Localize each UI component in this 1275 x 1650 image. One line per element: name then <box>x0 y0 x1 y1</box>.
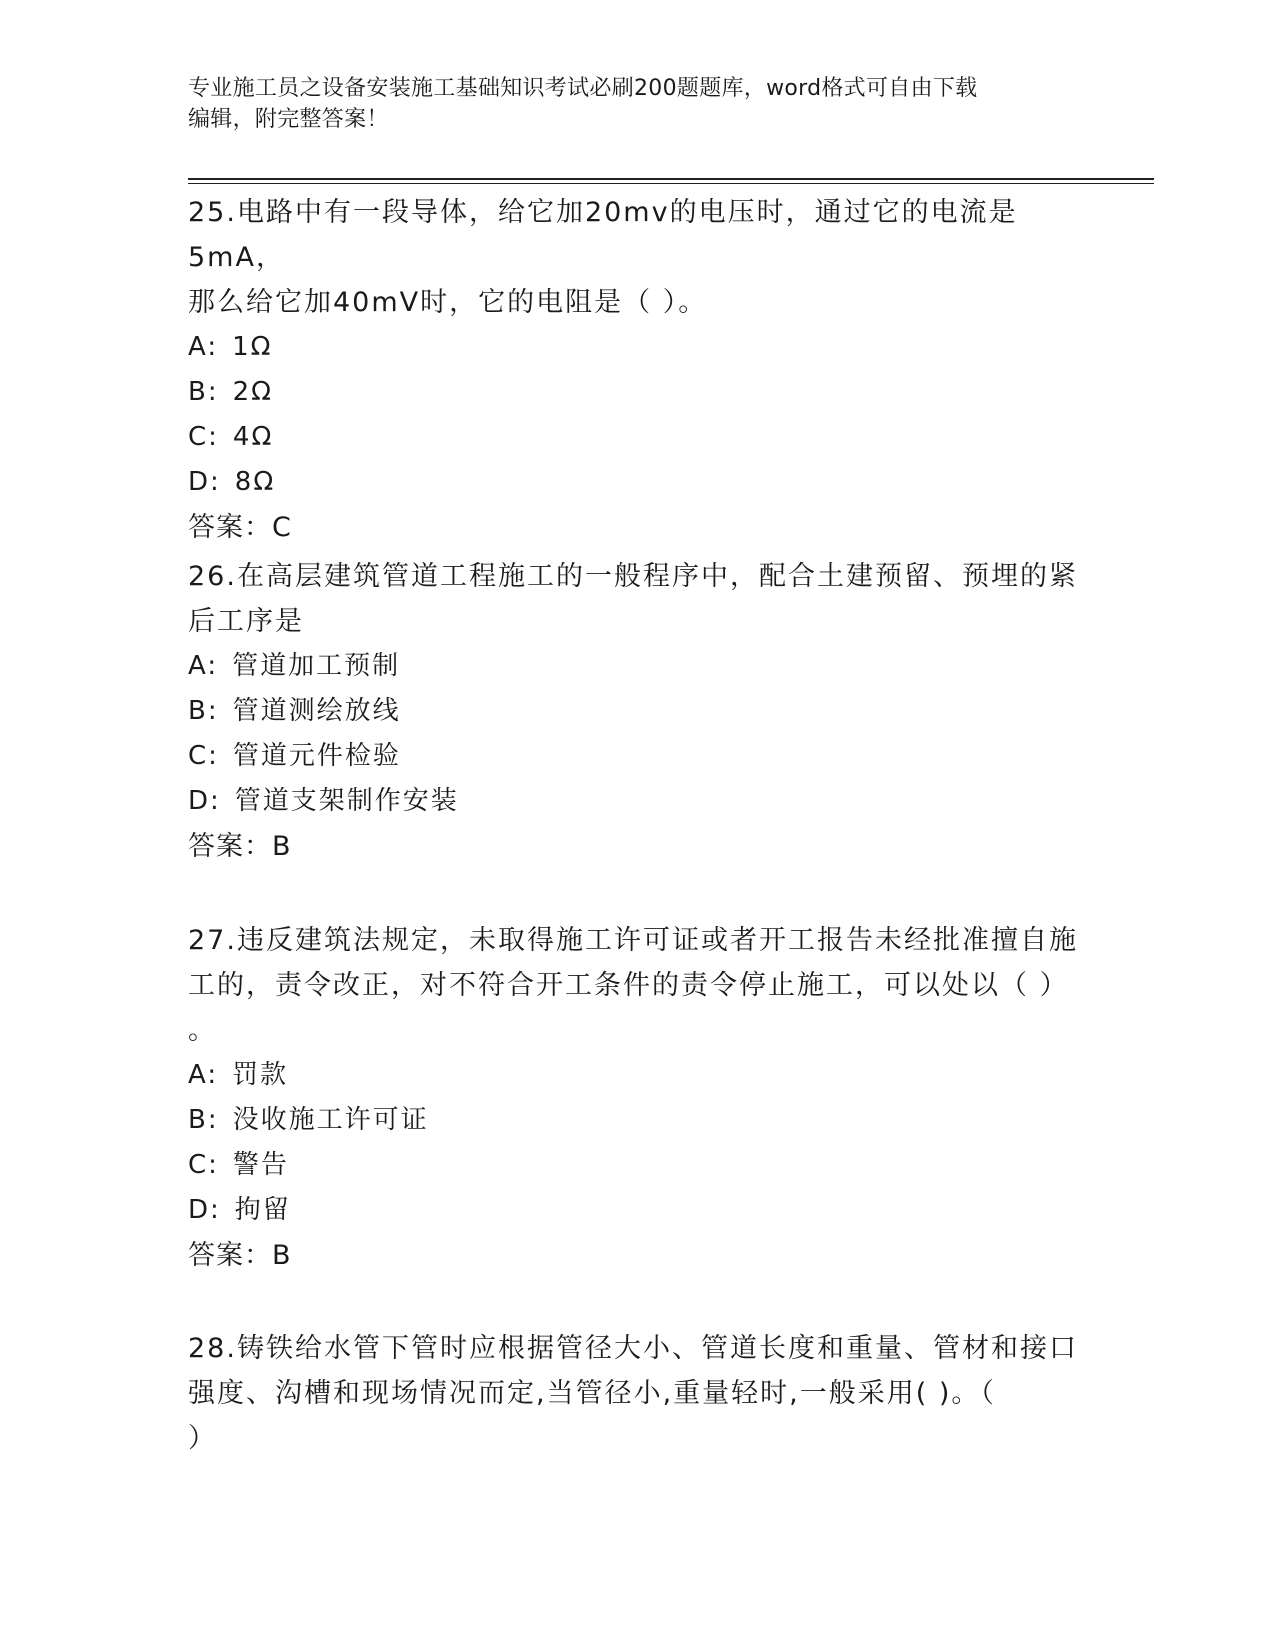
question-text-line: 。 <box>188 1015 217 1046</box>
option-c <box>188 734 1088 779</box>
option-text: 4Ω <box>232 422 274 452</box>
option-letter: A: <box>188 651 219 681</box>
option-c <box>188 415 1088 460</box>
option-letter: B: <box>188 1105 219 1135</box>
option-letter: C: <box>188 741 219 771</box>
option-letter: A: <box>188 332 219 362</box>
question-text-line: 25.电路中有一段导体，给它加20mv的电压时，通过它的电流是5mA， <box>188 197 1018 273</box>
option-a <box>188 1053 1088 1098</box>
header-divider-thin <box>188 183 1154 184</box>
header-divider-thick <box>188 178 1154 180</box>
document-header <box>188 73 1088 135</box>
question-text-line: 那么给它加40mV时，它的电阻是（ ）。 <box>188 287 708 318</box>
option-b <box>188 370 1088 415</box>
question-text-line: 26.在高层建筑管道工程施工的一般程序中，配合土建预留、预埋的紧 <box>188 561 1078 592</box>
option-text: 管道测绘放线 <box>232 696 401 726</box>
question-text-line: 27.违反建筑法规定，未取得施工许可证或者开工报告未经批准擅自施 <box>188 925 1078 956</box>
option-text: 管道支架制作安装 <box>234 786 459 816</box>
option-text: 拘留 <box>234 1195 291 1225</box>
answer-line: 答案：B <box>188 1240 292 1271</box>
answer-line: 答案：C <box>188 512 292 543</box>
option-b <box>188 689 1088 734</box>
question-text-line: 强度、沟槽和现场情况而定,当管径小,重量轻时,一般采用( )。（ <box>188 1378 996 1409</box>
question-text-line: ） <box>188 1423 217 1454</box>
option-c <box>188 1143 1088 1188</box>
question-28 <box>188 1326 1088 1461</box>
option-text: 管道元件检验 <box>232 741 401 771</box>
option-letter: B: <box>188 696 219 726</box>
option-text: 8Ω <box>234 467 276 497</box>
option-letter: A: <box>188 1060 219 1090</box>
question-text-line: 工的，责令改正，对不符合开工条件的责令停止施工，可以处以（ ） <box>188 970 1069 1001</box>
option-text: 没收施工许可证 <box>232 1105 429 1135</box>
option-text: 1Ω <box>232 332 273 362</box>
question-26 <box>188 554 1088 869</box>
header-line-2: 编辑，附完整答案！ <box>188 107 389 132</box>
option-text: 罚款 <box>232 1060 289 1090</box>
option-b <box>188 1098 1088 1143</box>
option-d <box>188 460 1088 505</box>
question-25 <box>188 190 1088 550</box>
question-27 <box>188 918 1088 1278</box>
option-letter: B: <box>188 377 219 407</box>
question-text-line: 28.铸铁给水管下管时应根据管径大小、管道长度和重量、管材和接口 <box>188 1333 1078 1364</box>
answer-line: 答案：B <box>188 831 292 862</box>
option-a <box>188 644 1088 689</box>
option-letter: D: <box>188 467 221 497</box>
option-letter: C: <box>188 422 219 452</box>
option-text: 2Ω <box>232 377 274 407</box>
option-a <box>188 325 1088 370</box>
header-line-1: 专业施工员之设备安装施工基础知识考试必刷200题题库，word格式可自由下载 <box>188 76 978 101</box>
option-d <box>188 779 1088 824</box>
option-d <box>188 1188 1088 1233</box>
option-letter: D: <box>188 786 221 816</box>
option-text: 管道加工预制 <box>232 651 401 681</box>
option-text: 警告 <box>232 1150 289 1180</box>
option-letter: D: <box>188 1195 221 1225</box>
option-letter: C: <box>188 1150 219 1180</box>
question-text-line: 后工序是 <box>188 606 304 637</box>
